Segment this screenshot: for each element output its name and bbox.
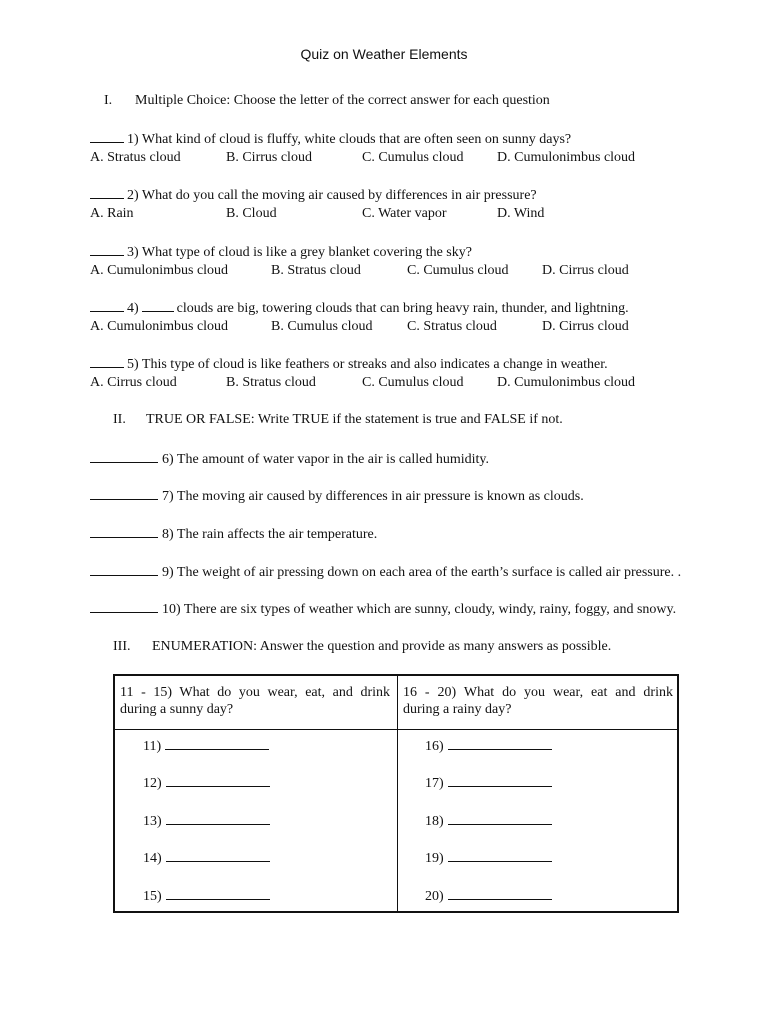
tf-statement-7	[90, 487, 584, 506]
section3-instruction: ENUMERATION: Answer the question and provide as many answers as possible.	[152, 639, 612, 654]
answer-blank[interactable]	[165, 737, 269, 750]
statement-text: 6) The amount of water vapor in the air is called humidity.	[162, 452, 489, 467]
answer-line-16: 16)	[425, 737, 552, 756]
tf-statement-9	[90, 563, 681, 582]
answer-blank[interactable]	[448, 737, 552, 750]
question-text: 5) This type of cloud is like feathers or streaks and also indicates a change in weather.	[127, 357, 608, 372]
left-column-header: 11 - 15) What do you wear, eat, and drink during a sunny day?	[120, 685, 390, 717]
answer-line-15: 15)	[143, 887, 270, 906]
answer-blank[interactable]	[166, 774, 270, 787]
page-title: Quiz on Weather Elements	[300, 46, 468, 62]
answer-line-20: 20)	[425, 887, 552, 906]
choice-5c: C. Cumulus cloud	[362, 375, 464, 390]
choice-3c: C. Cumulus cloud	[407, 263, 509, 278]
choice-5d: D. Cumulonimbus cloud	[497, 375, 636, 390]
answer-blank[interactable]	[90, 450, 158, 463]
enumeration-table	[113, 674, 679, 913]
answer-blank[interactable]	[90, 525, 158, 538]
choice-4b: B. Cumulus cloud	[271, 319, 373, 334]
answer-line-17: 17)	[425, 774, 552, 793]
right-column-header: 16 - 20) What do you wear, eat and drink during a rainy day?	[403, 685, 673, 717]
answer-blank[interactable]	[448, 812, 552, 825]
choice-4a: A. Cumulonimbus cloud	[90, 319, 229, 334]
choice-2d: D. Wind	[497, 206, 545, 221]
answer-blank[interactable]	[166, 887, 270, 900]
section2-numeral: II.	[113, 412, 126, 427]
choice-3d: D. Cirrus cloud	[542, 263, 629, 278]
table-column-divider	[397, 676, 398, 911]
section2-instruction: TRUE OR FALSE: Write TRUE if the statement is true and FALSE if not.	[146, 412, 563, 427]
answer-line-13: 13)	[143, 812, 270, 831]
answer-line-11: 11)	[143, 737, 269, 756]
answer-blank[interactable]	[90, 243, 124, 256]
answer-blank[interactable]	[90, 600, 158, 613]
answer-line-14: 14)	[143, 849, 270, 868]
answer-blank[interactable]	[448, 849, 552, 862]
table-header-divider	[115, 729, 677, 730]
choice-2b: B. Cloud	[226, 206, 277, 221]
section1-numeral: I.	[104, 93, 113, 108]
question-text: clouds are big, towering clouds that can bring heavy rain, thunder, and lightning.	[176, 301, 629, 316]
statement-text: 10) There are six types of weather which are sunny, cloudy, windy, rainy, foggy, and snowy.	[162, 602, 677, 617]
answer-blank[interactable]	[90, 299, 124, 312]
question-1	[90, 130, 571, 149]
answer-blank[interactable]	[448, 887, 552, 900]
choice-5b: B. Stratus cloud	[226, 375, 316, 390]
tf-statement-10	[90, 600, 676, 619]
question-2	[90, 186, 537, 205]
statement-text: 8) The rain affects the air temperature.	[162, 527, 378, 542]
answer-blank[interactable]	[448, 774, 552, 787]
section3-numeral: III.	[113, 639, 131, 654]
answer-blank[interactable]	[90, 355, 124, 368]
question-4	[90, 299, 629, 318]
answer-blank[interactable]	[90, 563, 158, 576]
question-5	[90, 355, 608, 374]
choice-3b: B. Stratus cloud	[271, 263, 361, 278]
question-number: 4)	[127, 301, 139, 316]
choice-2a: A. Rain	[90, 206, 134, 221]
choice-1d: D. Cumulonimbus cloud	[497, 150, 636, 165]
choice-1b: B. Cirrus cloud	[226, 150, 312, 165]
choice-5a: A. Cirrus cloud	[90, 375, 177, 390]
answer-blank[interactable]	[90, 186, 124, 199]
choice-1c: C. Cumulus cloud	[362, 150, 464, 165]
answer-line-18: 18)	[425, 812, 552, 831]
answer-blank[interactable]	[166, 812, 270, 825]
answer-blank[interactable]	[166, 849, 270, 862]
fill-blank[interactable]	[142, 299, 174, 312]
question-text: 1) What kind of cloud is fluffy, white clouds that are often seen on sunny days?	[127, 132, 572, 147]
answer-line-12: 12)	[143, 774, 270, 793]
answer-blank[interactable]	[90, 487, 158, 500]
choice-1a: A. Stratus cloud	[90, 150, 181, 165]
choice-4c: C. Stratus cloud	[407, 319, 497, 334]
section1-instruction: Multiple Choice: Choose the letter of the correct answer for each question	[135, 93, 550, 108]
question-text: 3) What type of cloud is like a grey blanket covering the sky?	[127, 245, 472, 260]
tf-statement-8	[90, 525, 377, 544]
statement-text: 7) The moving air caused by differences in air pressure is known as clouds.	[162, 489, 584, 504]
choice-3a: A. Cumulonimbus cloud	[90, 263, 229, 278]
question-text: 2) What do you call the moving air caused by differences in air pressure?	[127, 188, 537, 203]
choice-2c: C. Water vapor	[362, 206, 447, 221]
question-3	[90, 243, 472, 262]
choice-4d: D. Cirrus cloud	[542, 319, 629, 334]
statement-text: 9) The weight of air pressing down on each area of the earth’s surface is called air pressure. .	[162, 565, 682, 580]
answer-blank[interactable]	[90, 130, 124, 143]
answer-line-19: 19)	[425, 849, 552, 868]
tf-statement-6	[90, 450, 489, 469]
